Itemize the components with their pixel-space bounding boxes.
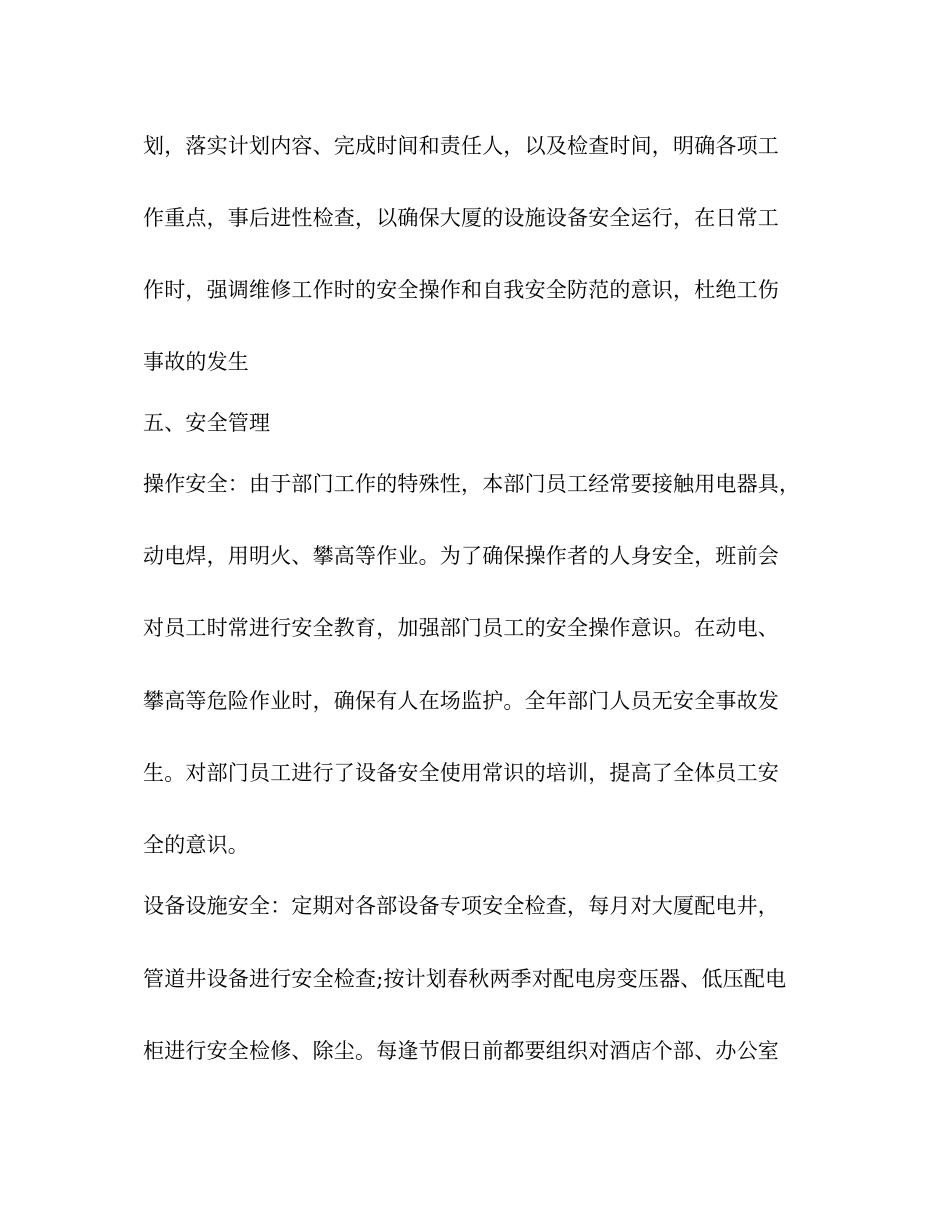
text-line: 设备设施安全：定期对各部设备专项安全检查，每月对大厦配电井， <box>143 894 779 918</box>
text-line: 作时，强调维修工作时的安全操作和自我安全防范的意识，杜绝工伤 <box>143 278 779 302</box>
text-line: 动电焊，用明火、攀高等作业。为了确保操作者的人身安全，班前会 <box>143 544 779 568</box>
text-line: 划，落实计划内容、完成时间和责任人，以及检查时间，明确各项工 <box>143 134 779 158</box>
text-line: 事故的发生 <box>143 350 249 374</box>
text-line: 管道井设备进行安全检查;按计划春秋两季对配电房变压器、低压配电 <box>143 967 787 991</box>
text-line: 生。对部门员工进行了设备安全使用常识的培训，提高了全体员工安 <box>143 761 779 785</box>
text-line: 攀高等危险作业时，确保有人在场监护。全年部门人员无安全事故发 <box>143 689 779 713</box>
text-line: 作重点，事后进性检查，以确保大厦的设施设备安全运行，在日常工 <box>143 206 779 230</box>
text-line: 对员工时常进行安全教育，加强部门员工的安全操作意识。在动电、 <box>143 616 779 640</box>
section-heading: 五、安全管理 <box>143 411 271 435</box>
text-line: 操作安全：由于部门工作的特殊性，本部门员工经常要接触用电器具， <box>143 472 801 496</box>
text-line: 柜进行安全检修、除尘。每逢节假日前都要组织对酒店个部、办公室 <box>143 1039 779 1063</box>
text-line: 全的意识。 <box>143 833 249 857</box>
